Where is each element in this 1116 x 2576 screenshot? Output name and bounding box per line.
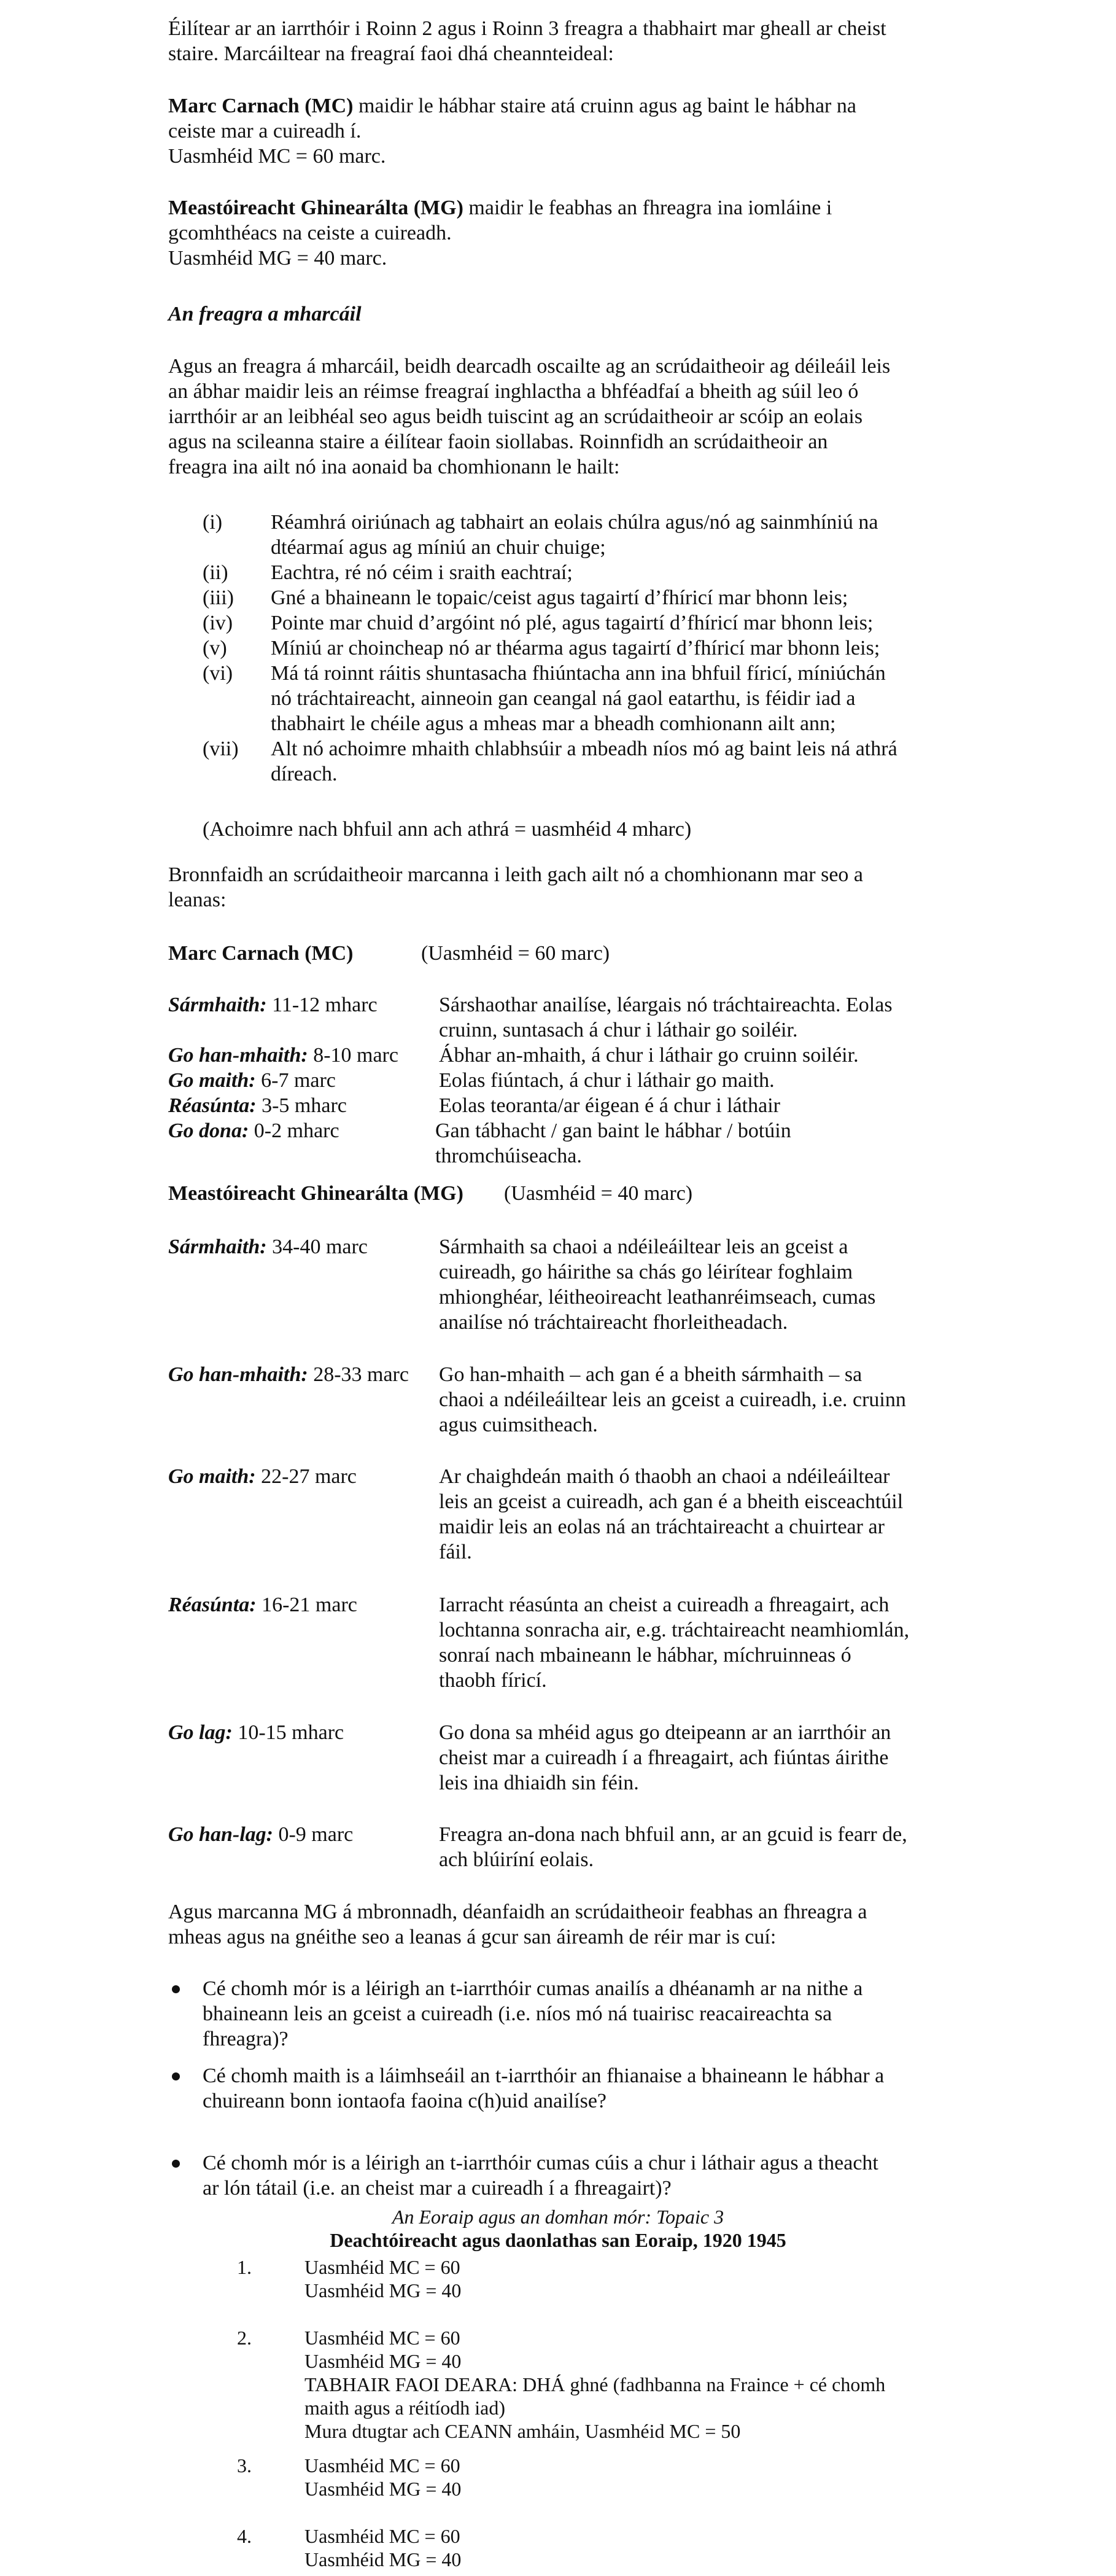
mg-grade-label: Go maith: 22-27 marc	[168, 1465, 357, 1488]
bullet-icon	[172, 1985, 180, 1993]
mc-grade-desc: cruinn, suntasach á chur i láthair go soiléir.	[439, 1019, 798, 1041]
mc-grade-label: Go dona: 0-2 mharc	[168, 1119, 339, 1142]
mc-grade-label: Go maith: 6-7 marc	[168, 1069, 336, 1092]
mg-para-line: Agus marcanna MG á mbronnadh, déanfaidh an scrúdaitheoir feabhas an fhreagra a	[168, 1901, 867, 1923]
bullet-line: bhaineann leis an gceist a cuireadh (i.e. níos mó ná tuairisc reacaireachta sa	[203, 2002, 832, 2025]
mg-term: Meastóireacht Ghinearálta (MG)	[168, 197, 463, 219]
list-number: (vii)	[203, 737, 239, 760]
list-number: (v)	[203, 637, 227, 660]
mg-grade-desc: Iarracht réasúnta an cheist a cuireadh a fhreagairt, ach	[439, 1593, 889, 1616]
mc-scale-max: (Uasmhéid = 60 marc)	[421, 942, 610, 965]
list-item-line: díreach.	[271, 763, 338, 785]
mg-grade-desc: chaoi a ndéileáiltear leis an gceist a cuireadh, i.e. cruinn	[439, 1388, 906, 1411]
bullet-line: ar lón tátail (i.e. an cheist mar a cuireadh í a fhreagairt)?	[203, 2177, 672, 2200]
mg-grade-label: Réasúnta: 16-21 marc	[168, 1593, 357, 1616]
mg-definition-line: gcomhthéacs na ceiste a cuireadh.	[168, 222, 452, 244]
mg-grade-desc: agus cuimsitheach.	[439, 1414, 598, 1436]
mc-grade-desc: Eolas fiúntach, á chur i láthair go maith.	[439, 1069, 775, 1092]
topic-subtitle: An Eoraip agus an domhan mór: Topaic 3	[392, 2206, 724, 2228]
mg-grade-desc: leis an gceist a cuireadh, ach gan é a bheith eisceachtúil	[439, 1490, 904, 1513]
mc-grade-desc: Gan tábhacht / gan baint le hábhar / botúin	[435, 1119, 791, 1142]
mc-grade-label: Go han-mhaith: 8-10 marc	[168, 1044, 398, 1067]
list-number: (i)	[203, 511, 223, 534]
marking-para-line: agus na scileanna staire a éilítear faoin siollabas. Roinnfidh an scrúdaitheoir an	[168, 430, 828, 453]
list-number: (ii)	[203, 561, 228, 584]
list-number: (vi)	[203, 662, 233, 685]
mg-grade-desc: leis ina dhiaidh sin féin.	[439, 1772, 639, 1794]
bullet-line: Cé chomh mór is a léirigh an t-iarrthóir cumas cúis a chur i láthair agus a theacht	[203, 2152, 878, 2174]
marking-para-line: iarrthóir ar an leibhéal seo agus beidh tuiscint ag an scrúdaitheoir ar scóip an eolais	[168, 405, 863, 428]
question-number: 2.	[237, 2327, 252, 2349]
mg-grade-desc: mhionghéar, léitheoireacht leathanréimseach, cumas	[439, 1286, 876, 1309]
mg-grade-desc: Ar chaighdeán maith ó thaobh an chaoi a ndéileáiltear	[439, 1465, 890, 1488]
mg-grade-desc: thaobh fíricí.	[439, 1669, 547, 1692]
question-mg: Uasmhéid MG = 40	[304, 2350, 462, 2372]
list-number: (iv)	[203, 612, 233, 634]
bullet-line: chuireann bonn iontaofa faoina c(h)uid anailíse?	[203, 2090, 607, 2112]
mg-scale-max: (Uasmhéid = 40 marc)	[504, 1182, 693, 1205]
topic-title: Deachtóireacht agus daonlathas san Eoraip, 1920 1945	[330, 2229, 786, 2251]
mg-grade-desc: sonraí nach mbaineann le hábhar, míchruinneas ó	[439, 1644, 851, 1667]
intro-line: Éilítear ar an iarrthóir i Roinn 2 agus i Roinn 3 freagra a thabhairt mar gheall ar cheist	[168, 17, 886, 40]
mg-scale-heading: Meastóireacht Ghinearálta (MG)	[168, 1182, 463, 1205]
mg-grade-desc: anailíse nó tráchtaireacht fhorleitheadach.	[439, 1311, 788, 1334]
marking-para-line: Agus an freagra á mharcáil, beidh dearcadh oscailte ag an scrúdaitheoir ag déileáil leis	[168, 355, 891, 378]
mc-grade-desc: Sárshaothar anailíse, léargais nó tráchtaireachta. Eolas	[439, 994, 893, 1016]
question-mc: Uasmhéid MC = 60	[304, 2454, 460, 2477]
mg-grade-desc: Go dona sa mhéid agus go dteipeann ar an iarrthóir an	[439, 1721, 891, 1744]
question-mc: Uasmhéid MC = 60	[304, 2327, 460, 2349]
list-item-line: Alt nó achoimre mhaith chlabhsúir a mbeadh níos mó ag baint leis ná athrá	[271, 737, 897, 760]
marking-heading: An freagra a mharcáil	[168, 303, 362, 325]
mg-grade-desc: cuireadh, go háirithe sa chás go léirítear foghlaim	[439, 1261, 853, 1283]
mc-definition-text: maidir le hábhar staire atá cruinn agus ag baint le hábhar na	[353, 95, 856, 117]
mg-definition-text: maidir le feabhas an fhreagra ina iomláine i	[463, 197, 832, 219]
list-item-line: Eachtra, ré nó céim i sraith eachtraí;	[271, 561, 573, 584]
list-item-line: Míniú ar choincheap nó ar théarma agus tagairtí d’fhíricí mar bhonn leis;	[271, 637, 880, 660]
mg-grade-label: Sármhaith: 34-40 marc	[168, 1235, 368, 1258]
mc-term: Marc Carnach (MC)	[168, 95, 354, 117]
mg-grade-label: Go lag: 10-15 mharc	[168, 1721, 344, 1744]
award-para-line: leanas:	[168, 889, 227, 911]
question-mc: Uasmhéid MC = 60	[304, 2256, 460, 2278]
mg-para-line: mheas agus na gnéithe seo a leanas á gcur san áireamh de réir mar is cuí:	[168, 1926, 777, 1948]
mg-max: Uasmhéid MG = 40 marc.	[168, 247, 387, 270]
bullet-line: Cé chomh maith is a láimhseáil an t-iarrthóir an fhianaise a bhaineann le hábhar a	[203, 2064, 885, 2087]
mg-grade-desc: fáil.	[439, 1541, 472, 1563]
question-mg: Uasmhéid MG = 40	[304, 2548, 462, 2570]
list-item-line: Gné a bhaineann le topaic/ceist agus tagairtí d’fhíricí mar bhonn leis;	[271, 586, 848, 609]
mc-definition-line: ceiste mar a cuireadh í.	[168, 120, 362, 142]
list-number: (iii)	[203, 586, 234, 609]
list-item-line: Réamhrá oiriúnach ag tabhairt an eolais chúlra agus/nó ag sainmhíniú na	[271, 511, 878, 534]
mc-scale-heading: Marc Carnach (MC)	[168, 942, 354, 965]
mg-grade-desc: cheist mar a cuireadh í a fhreagairt, ach fiúntas áirithe	[439, 1746, 889, 1769]
mg-grade-desc: Go han-mhaith – ach gan é a bheith sármhaith – sa	[439, 1363, 862, 1386]
question-note: maith agus a réitíodh iad)	[304, 2397, 506, 2419]
marking-para-line: an ábhar maidir leis an réimse freagraí inghlactha a bhféadfaí a bheith ag súil leo ó	[168, 380, 859, 403]
mg-grade-desc: ach blúiríní eolais.	[439, 1848, 594, 1871]
mg-grade-label: Go han-lag: 0-9 marc	[168, 1823, 354, 1846]
list-item-line: Má tá roinnt ráitis shuntasacha fhiúntacha ann ina bhfuil fíricí, míniúchán	[271, 662, 886, 685]
bullet-line: Cé chomh mór is a léirigh an t-iarrthóir cumas anailís a dhéanamh ar na nithe a	[203, 1977, 863, 2000]
mc-max: Uasmhéid MC = 60 marc.	[168, 145, 386, 168]
bullet-line: fhreagra)?	[203, 2028, 289, 2050]
list-item-line: Pointe mar chuid d’argóint nó plé, agus tagairtí d’fhíricí mar bhonn leis;	[271, 612, 874, 634]
mg-grade-label: Go han-mhaith: 28-33 marc	[168, 1363, 409, 1386]
question-number: 3.	[237, 2454, 252, 2477]
bullet-icon	[172, 2160, 180, 2168]
mg-definition	[168, 195, 832, 220]
summary-note: (Achoimre nach bhfuil ann ach athrá = uasmhéid 4 mharc)	[203, 818, 692, 841]
question-mc: Uasmhéid MC = 60	[304, 2525, 460, 2547]
mc-grade-desc: Eolas teoranta/ar éigean é á chur i láthair	[439, 1094, 780, 1117]
mc-grade-label: Sármhaith: 11-12 mharc	[168, 994, 378, 1016]
mc-grade-label: Réasúnta: 3-5 mharc	[168, 1094, 347, 1117]
mc-definition	[168, 93, 856, 119]
question-note: Mura dtugtar ach CEANN amháin, Uasmhéid MC = 50	[304, 2420, 741, 2442]
list-item-line: nó tráchtaireacht, ainneoin gan ceangal ná gaol eatarthu, is féidir iad a	[271, 687, 856, 710]
question-number: 4.	[237, 2525, 252, 2547]
mg-grade-desc: lochtanna sonracha air, e.g. tráchtaireacht neamhiomlán,	[439, 1619, 910, 1641]
question-mg: Uasmhéid MG = 40	[304, 2478, 462, 2500]
list-item-line: thabhairt le chéile agus a mheas mar a bheadh comhionann ailt ann;	[271, 712, 836, 735]
list-item-line: dtéarmaí agus ag míniú an chuir chuige;	[271, 536, 606, 559]
intro-line: staire. Marcáiltear na freagraí faoi dhá cheannteideal:	[168, 42, 614, 65]
mg-grade-desc: Freagra an-dona nach bhfuil ann, ar an gcuid is fearr de,	[439, 1823, 907, 1846]
marking-para-line: freagra ina ailt nó ina aonaid ba chomhionann le hailt:	[168, 456, 620, 478]
question-note: TABHAIR FAOI DEARA: DHÁ ghné (fadhbanna na Fraince + cé chomh	[304, 2373, 886, 2395]
mc-grade-desc: Ábhar an-mhaith, á chur i láthair go cruinn soiléir.	[439, 1044, 859, 1067]
bullet-icon	[172, 2072, 180, 2080]
award-para-line: Bronnfaidh an scrúdaitheoir marcanna i leith gach ailt nó a chomhionann mar seo a	[168, 863, 863, 886]
mg-grade-desc: maidir leis an eolas ná an tráchtaireacht a chuirtear ar	[439, 1516, 885, 1538]
question-number: 1.	[237, 2256, 252, 2278]
question-mg: Uasmhéid MG = 40	[304, 2279, 462, 2302]
mc-grade-desc: thromchúiseacha.	[435, 1145, 582, 1167]
mg-grade-desc: Sármhaith sa chaoi a ndéileáiltear leis an gceist a	[439, 1235, 848, 1258]
